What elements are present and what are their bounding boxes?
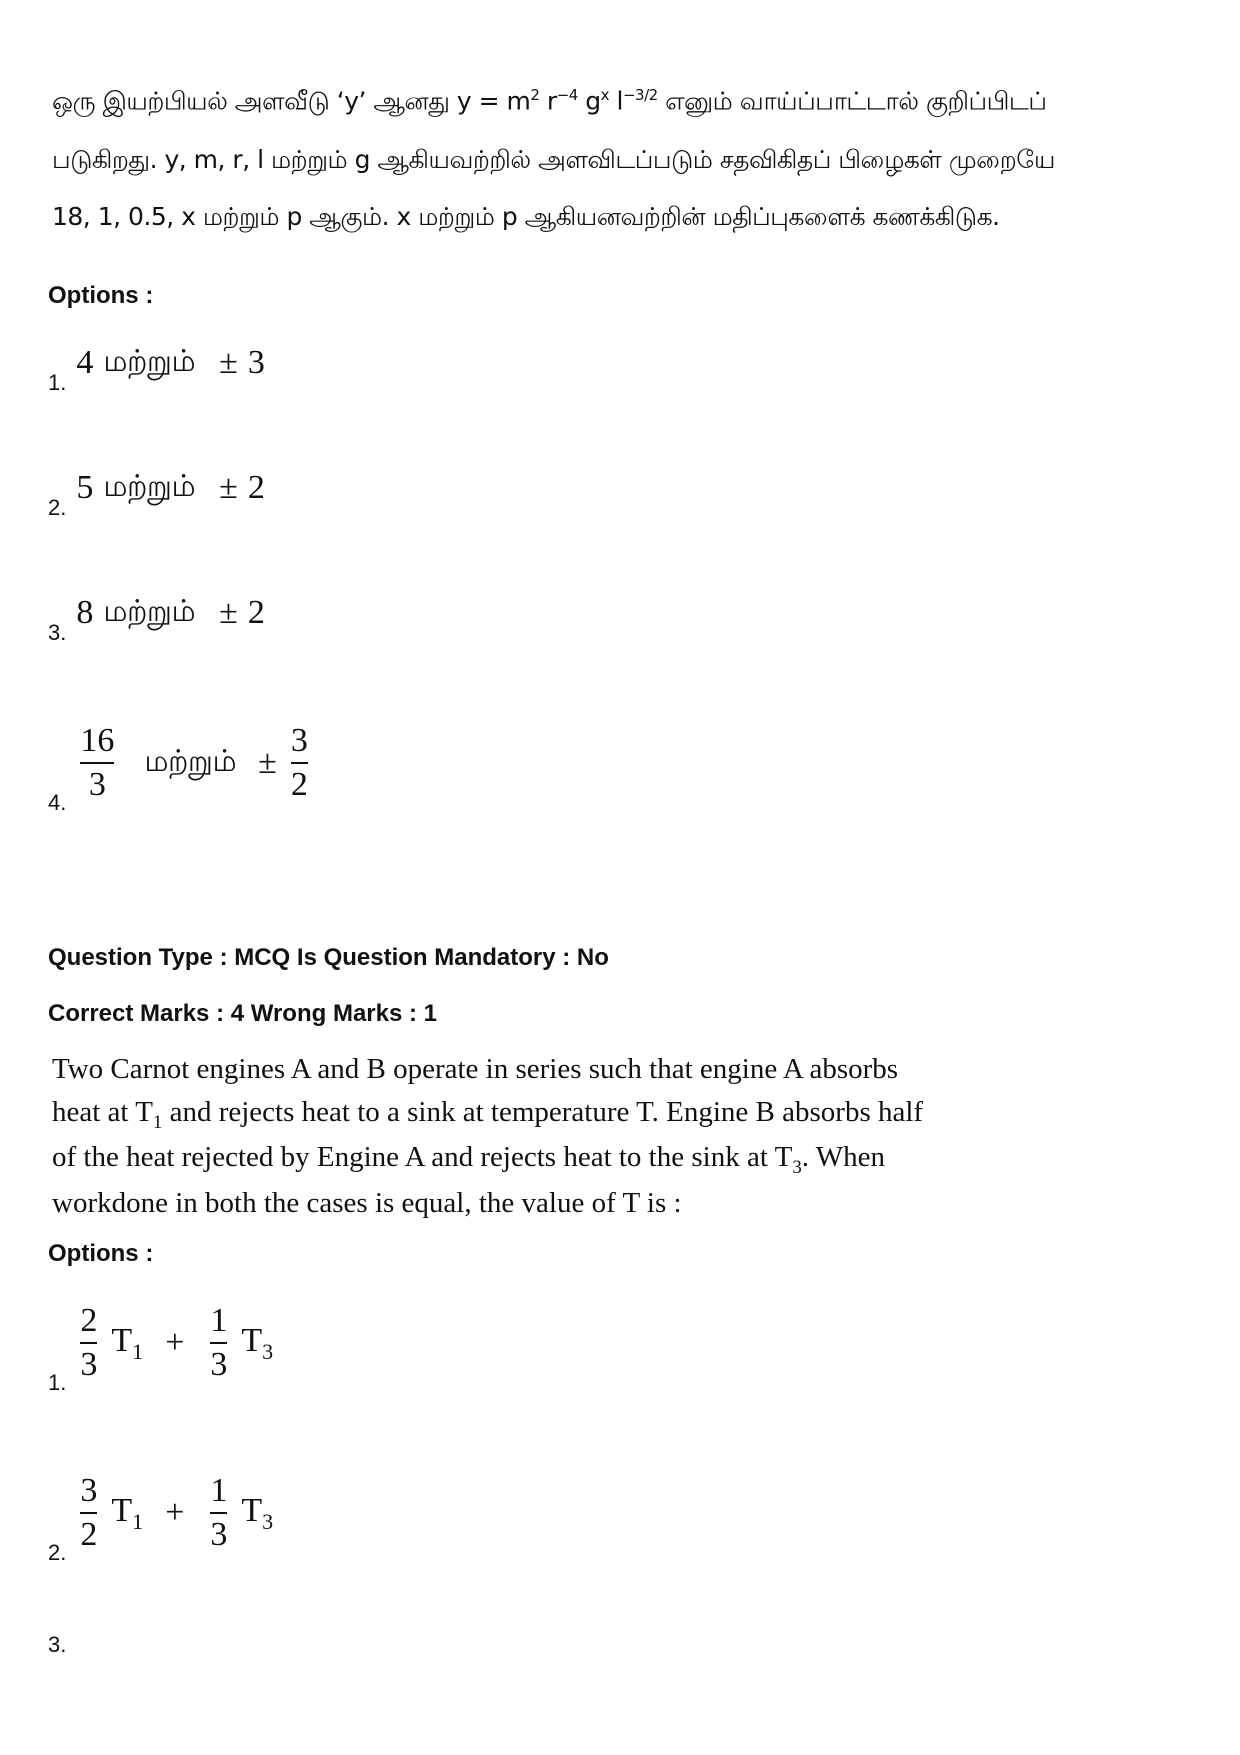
- exp-l: −3/2: [622, 86, 658, 104]
- fraction-bar: [80, 1342, 97, 1344]
- q2-option-3[interactable]: 3.: [48, 1632, 67, 1657]
- fraction-denominator: 2: [80, 1516, 98, 1553]
- option-value-a: 4: [76, 344, 94, 381]
- fraction-numerator: 3: [80, 1472, 98, 1509]
- option-value-a: 5: [76, 469, 94, 506]
- fraction-bar: [80, 762, 114, 764]
- q1-option-1[interactable]: [48, 330, 265, 396]
- option-number: 1.: [48, 1370, 67, 1395]
- question-1-text: [52, 86, 1055, 235]
- fraction-denominator: 3: [210, 1346, 228, 1383]
- plus-sign: +: [165, 1494, 185, 1531]
- fraction-2-over-3: [80, 1304, 97, 1382]
- fraction-numerator: 1: [210, 1472, 228, 1509]
- temperature-t1: [111, 1492, 143, 1535]
- fraction-numerator: 16: [80, 722, 115, 759]
- q2-text-a: Two Carnot engines A and B operate in series such that engine A absorbs heat at T: [52, 1053, 899, 1128]
- option-word: மற்றும்: [103, 343, 196, 379]
- q2-text-b: and rejects heat to a sink at temperature T. Engine B absorbs half of the heat rejected by Engine A and rejects heat to the sink at T: [52, 1095, 924, 1174]
- plus-minus: ±: [219, 344, 238, 381]
- fraction-bar: [291, 762, 308, 764]
- t-symbol: T: [241, 1491, 263, 1529]
- question-type-line: Question Type : MCQ Is Question Mandatory : No: [48, 944, 609, 971]
- t-symbol: T: [111, 1321, 133, 1359]
- plus-minus: ±: [258, 744, 277, 781]
- subscript-3: 3: [792, 1156, 802, 1178]
- option-word: மற்றும்: [103, 593, 196, 629]
- plus-sign: +: [165, 1324, 185, 1361]
- fraction-denominator: 3: [88, 766, 106, 803]
- subscript: 3: [262, 1338, 274, 1364]
- option-word: மற்றும்: [103, 468, 196, 504]
- option-number: 4.: [48, 790, 67, 815]
- option-value-b: 2: [247, 594, 265, 631]
- subscript: 1: [132, 1508, 144, 1534]
- fraction-numerator: 3: [290, 722, 308, 759]
- fraction-1-over-3: [210, 1304, 227, 1382]
- option-number: 3.: [48, 620, 67, 645]
- fraction-bar: [80, 1512, 97, 1514]
- subscript-1: 1: [152, 1111, 163, 1133]
- q1-option-2[interactable]: [48, 455, 265, 521]
- exp-g: x: [600, 86, 610, 104]
- var-g: g: [577, 86, 601, 116]
- option-word: மற்றும்: [144, 743, 237, 779]
- option-value-b: 2: [247, 469, 265, 506]
- q2-option-2[interactable]: [48, 1460, 273, 1566]
- q1-option-4[interactable]: [48, 710, 312, 816]
- fraction-denominator: 3: [80, 1346, 98, 1383]
- option-value-a: 8: [76, 594, 94, 631]
- temperature-t3: [241, 1492, 273, 1535]
- fraction-bar: [210, 1342, 227, 1344]
- fraction-3-over-2: [80, 1474, 97, 1552]
- marks-line: Correct Marks : 4 Wrong Marks : 1: [48, 1000, 438, 1027]
- exp-r: −4: [556, 86, 578, 104]
- options-label-q2: Options :: [48, 1240, 154, 1267]
- var-r: r: [539, 86, 557, 116]
- q1-line1-post: எனும் வாய்ப்பாட்டால் குறிப்பிடப்: [657, 86, 1047, 116]
- temperature-t3: [241, 1322, 273, 1365]
- plus-minus: ±: [219, 469, 238, 506]
- t-symbol: T: [241, 1321, 263, 1359]
- q2-option-1[interactable]: [48, 1290, 273, 1396]
- subscript: 3: [262, 1508, 274, 1534]
- fraction-denominator: 2: [290, 766, 308, 803]
- fraction-1-over-3: [210, 1474, 227, 1552]
- question-1-line-3: 18, 1, 0.5, x மற்றும் p ஆகும். x மற்றும் p ஆகியனவற்றின் மதிப்புகளைக் கணக்கிடுக.: [52, 202, 1000, 232]
- t-symbol: T: [111, 1491, 133, 1529]
- q2-text-c: . When workdone in both the cases is equal, the value of T is :: [52, 1141, 885, 1219]
- question-1-line-2: படுகிறது. y, m, r, l மற்றும் g ஆகியவற்றில் அளவிடப்படும் சதவிகிதப் பிழைகள் முறையே: [52, 145, 1055, 175]
- question-2-text: [52, 1048, 952, 1224]
- option-number: 2.: [48, 1540, 67, 1565]
- option-value-b: 3: [247, 344, 265, 381]
- fraction-3-over-2: [291, 724, 308, 802]
- fraction-16-over-3: [80, 724, 114, 802]
- fraction-denominator: 3: [210, 1516, 228, 1553]
- q1-line1-pre: ஒரு இயற்பியல் அளவீடு ‘y’ ஆனது y = m: [52, 86, 531, 116]
- plus-minus: ±: [219, 594, 238, 631]
- exp-m: 2: [530, 86, 540, 104]
- q1-option-3[interactable]: [48, 580, 265, 646]
- temperature-t1: [111, 1322, 143, 1365]
- subscript: 1: [132, 1338, 144, 1364]
- fraction-numerator: 2: [80, 1302, 98, 1339]
- fraction-numerator: 1: [210, 1302, 228, 1339]
- question-1-line-1: [52, 86, 1047, 119]
- option-number: 2.: [48, 495, 67, 520]
- var-l: l: [609, 86, 623, 116]
- option-number: 1.: [48, 370, 67, 395]
- fraction-bar: [210, 1512, 227, 1514]
- options-label-q1: Options :: [48, 282, 154, 309]
